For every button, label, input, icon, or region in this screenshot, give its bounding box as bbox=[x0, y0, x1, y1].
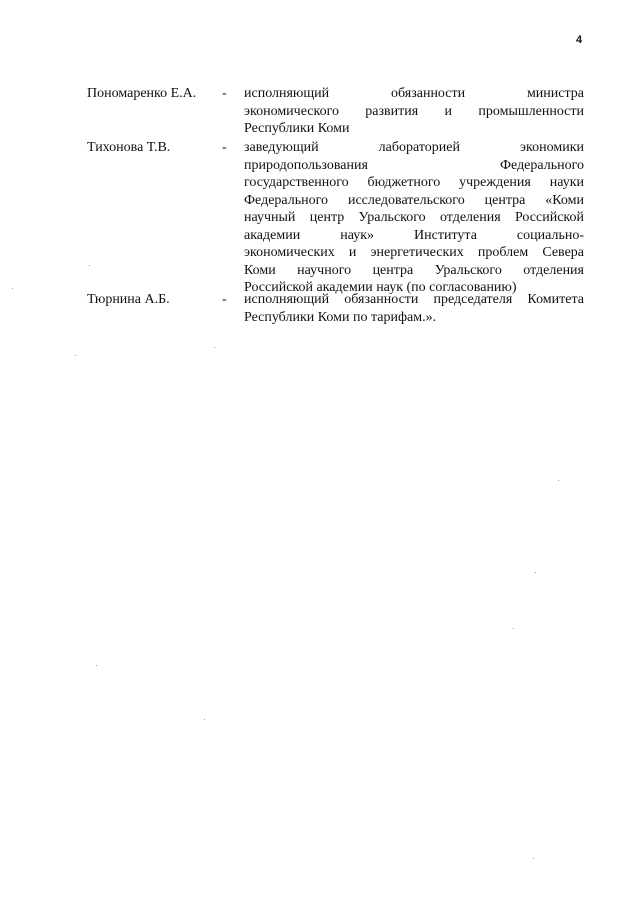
position-line: Российской академии наук (по согласованию) bbox=[244, 280, 517, 295]
scan-speck bbox=[533, 858, 534, 859]
scan-speck bbox=[204, 719, 205, 720]
member-name: Тихонова Т.В. bbox=[87, 140, 171, 155]
member-name: Пономаренко Е.А. bbox=[87, 86, 197, 101]
member-dash: - bbox=[222, 292, 227, 307]
position-line: экономических и энергетических проблем Севера bbox=[244, 245, 584, 260]
position-line: экономического развития и промышленности bbox=[244, 103, 584, 119]
scan-speck bbox=[96, 665, 97, 666]
position-line: исполняющий обязанности министра bbox=[244, 86, 584, 101]
position-line: Федерального исследовательского центра «Коми bbox=[244, 192, 584, 208]
position-line: Республики Коми по тарифам.». bbox=[244, 309, 437, 325]
scan-speck bbox=[535, 572, 536, 573]
member-dash: - bbox=[222, 86, 227, 101]
scan-speck bbox=[12, 288, 13, 289]
scan-speck bbox=[214, 347, 215, 348]
position-line: исполняющий обязанности председателя Комитета bbox=[244, 292, 584, 307]
position-line: Республики Коми bbox=[244, 121, 350, 136]
member-position bbox=[244, 291, 584, 326]
member-dash: - bbox=[222, 140, 227, 155]
page-number: 4 bbox=[576, 34, 583, 46]
position-line: государственного бюджетного учреждения науки bbox=[244, 175, 584, 190]
scan-speck bbox=[89, 265, 90, 266]
member-name: Тюрнина А.Б. bbox=[87, 292, 170, 307]
member-position bbox=[244, 139, 584, 297]
position-line: академии наук» Института социально- bbox=[244, 227, 584, 243]
scan-speck bbox=[513, 628, 514, 629]
position-line: Коми научного центра Уральского отделения bbox=[244, 262, 584, 278]
scan-speck bbox=[558, 480, 559, 481]
member-position bbox=[244, 85, 584, 138]
position-line: научный центр Уральского отделения Российской bbox=[244, 210, 584, 225]
position-line: заведующий лабораторией экономики bbox=[244, 140, 584, 155]
position-line: природопользования Федерального bbox=[244, 157, 584, 173]
scan-speck bbox=[75, 355, 76, 356]
